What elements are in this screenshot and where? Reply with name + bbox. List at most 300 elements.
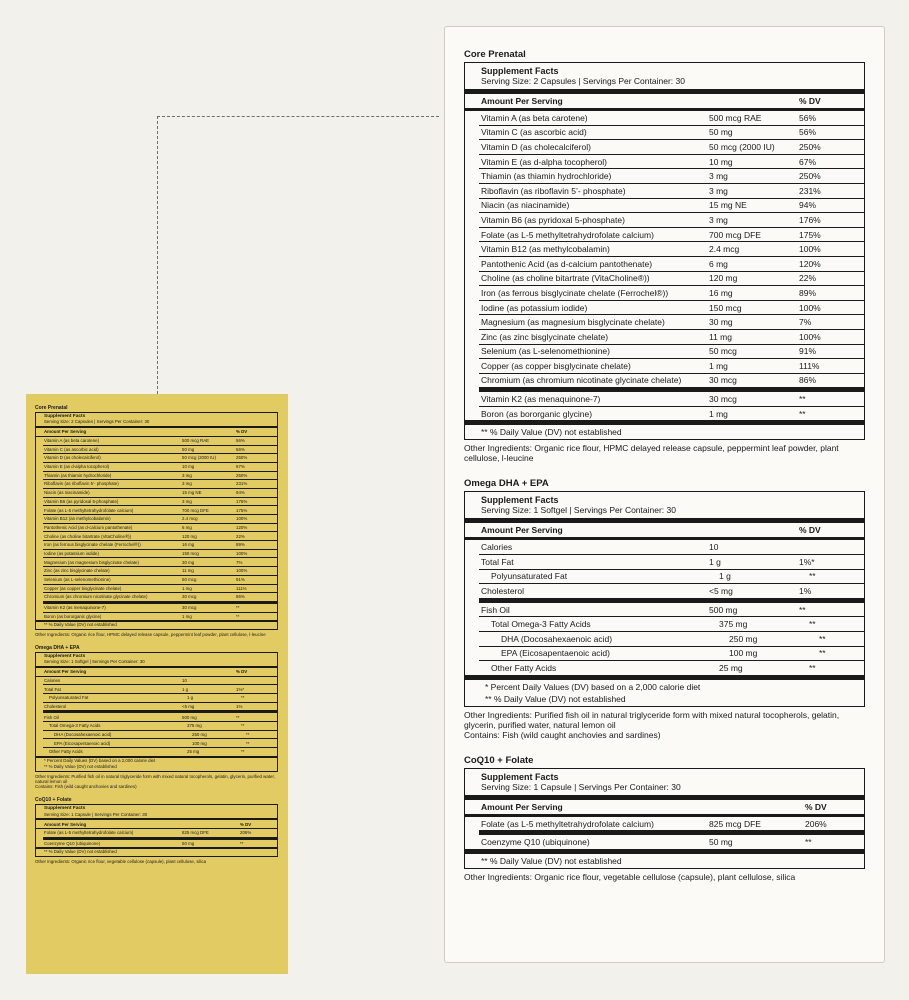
nutrient-row <box>479 555 864 570</box>
nutrient-row <box>479 126 864 141</box>
nutrient-row <box>479 388 864 407</box>
nutrient-row <box>43 711 277 722</box>
nutrient-row <box>43 463 277 472</box>
supplement-facts-panel <box>464 768 865 869</box>
nutrient-row <box>479 257 864 272</box>
nutrient-row <box>43 613 277 621</box>
nutrient-name: Vitamin A (as beta carotene) <box>481 112 588 123</box>
nutrient-name: Fish Oil <box>481 604 510 615</box>
nutrient-row <box>479 315 864 330</box>
nutrient-name: Thiamin (as thiamin hydrochloride) <box>481 171 612 182</box>
nutrient-dv: 111% <box>799 360 820 371</box>
nutrient-rows <box>465 111 864 420</box>
nutrient-row <box>43 515 277 524</box>
nutrient-dv: 250% <box>799 141 821 152</box>
panel-footnotes <box>36 847 277 855</box>
nutrient-dv: ** <box>246 740 250 746</box>
section-title: Core Prenatal <box>464 49 526 60</box>
table-header <box>465 89 864 111</box>
nutrient-dv: 250% <box>236 455 248 461</box>
nutrient-dv: ** <box>799 408 806 419</box>
panel-title: Supplement Facts <box>481 771 559 782</box>
nutrient-row <box>479 584 864 599</box>
nutrient-dv: 89% <box>236 542 245 548</box>
nutrient-dv: ** <box>809 663 816 674</box>
nutrient-dv: 56% <box>799 112 817 123</box>
nutrient-dv: 176% <box>236 498 248 504</box>
nutrient-row <box>479 345 864 360</box>
footnote: ** % Daily Value (DV) not established <box>481 427 622 438</box>
nutrient-name: Other Fatty Acids <box>491 663 557 674</box>
facts-section <box>464 755 865 882</box>
nutrient-row <box>43 498 277 507</box>
nutrient-dv: 7% <box>236 559 243 565</box>
supplement-facts-panel <box>464 491 865 706</box>
nutrient-amount: 100 mg <box>192 740 207 746</box>
supplement-facts-panel <box>35 652 278 772</box>
table-header <box>36 818 277 829</box>
allergen-contains: Contains: Fish (wild caught anchovies and sardines) <box>35 784 137 790</box>
nutrient-amount: 1 mg <box>709 408 728 419</box>
nutrient-dv: ** <box>236 613 240 619</box>
nutrient-name: Folate (as L-5 methyltetrahydrofolate calcium) <box>44 507 134 513</box>
header-amount-per-serving: Amount Per Serving <box>481 801 563 812</box>
nutrient-name: Fish Oil <box>44 714 59 720</box>
nutrient-amount: 3 mg <box>182 472 192 478</box>
nutrient-amount: 700 mcg DFE <box>709 229 761 240</box>
nutrient-amount: 10 mg <box>182 464 195 470</box>
nutrient-dv: 56% <box>799 127 817 138</box>
nutrient-row <box>479 199 864 214</box>
panel-header <box>465 63 864 89</box>
nutrient-amount: 3 mg <box>709 214 728 225</box>
nutrient-row <box>43 472 277 481</box>
nutrient-row <box>43 838 277 848</box>
nutrient-dv: 175% <box>799 229 821 240</box>
nutrient-row <box>479 272 864 287</box>
nutrient-dv: ** <box>799 604 806 615</box>
nutrient-row <box>43 829 277 838</box>
nutrient-row <box>479 301 864 316</box>
nutrient-dv: 231% <box>799 185 821 196</box>
nutrient-rows <box>36 437 277 620</box>
nutrient-row <box>43 541 277 550</box>
nutrient-row <box>43 480 277 489</box>
header-amount-per-serving: Amount Per Serving <box>481 96 563 106</box>
section-title: Omega DHA + EPA <box>35 644 80 651</box>
nutrient-row <box>43 602 277 613</box>
nutrient-name: Vitamin K2 (as menaquinone-7) <box>481 394 601 405</box>
nutrient-dv: 100% <box>236 550 248 556</box>
nutrient-name: Riboflavin (as riboflavin 5’- phosphate) <box>44 481 119 487</box>
nutrient-name: Total Omega-3 Fatty Acids <box>49 723 101 729</box>
serving-info: Serving Size: 1 Capsule | Servings Per Container: 30 <box>481 781 681 792</box>
nutrient-name: Coenzyme Q10 (ubiquinone) <box>481 837 590 848</box>
nutrient-name: Folate (as L-5 methyltetrahydrofolate calcium) <box>481 229 654 240</box>
nutrient-row <box>43 576 277 585</box>
facts-section <box>35 797 278 864</box>
panel-title: Supplement Facts <box>481 66 559 76</box>
nutrient-name: Magnesium (as magnesium bisglycinate chelate) <box>481 317 665 328</box>
nutrient-name: Vitamin B6 (as pyridoxal 5-phosphate) <box>44 498 119 504</box>
panel-title: Supplement Facts <box>481 495 559 506</box>
allergen-contains: Contains: Fish (wild caught anchovies and sardines) <box>464 729 661 740</box>
nutrient-amount: 1 mg <box>182 585 192 591</box>
nutrient-dv: 206% <box>805 818 827 829</box>
nutrient-amount: 6 mg <box>709 258 728 269</box>
nutrient-row <box>479 407 864 421</box>
nutrient-name: Vitamin D (as cholecalciferol) <box>44 455 101 461</box>
nutrient-amount: 250 mg <box>192 732 207 738</box>
nutrient-row <box>43 532 277 541</box>
section-title: CoQ10 + Folate <box>464 754 534 766</box>
nutrient-amount: 1 g <box>719 571 731 582</box>
nutrient-row <box>43 731 277 740</box>
header-amount-per-serving: Amount Per Serving <box>44 821 87 827</box>
nutrient-amount: 50 mg <box>709 837 733 848</box>
nutrient-dv: 100% <box>799 302 821 313</box>
nutrient-name: Niacin (as niacinamide) <box>44 490 90 496</box>
nutrient-dv: ** <box>246 732 250 738</box>
section-title: Core Prenatal <box>35 405 68 411</box>
nutrient-dv: 176% <box>799 214 821 225</box>
nutrient-row <box>479 570 864 585</box>
nutrient-amount: 30 mcg <box>709 394 737 405</box>
nutrient-name: Calories <box>44 677 61 683</box>
nutrient-amount: 2.4 mcg <box>709 244 740 255</box>
nutrient-amount: 50 mg <box>709 127 733 138</box>
section-title: Omega DHA + EPA <box>464 478 549 490</box>
nutrient-amount: 30 mg <box>182 559 195 565</box>
nutrient-dv: 250% <box>236 472 248 478</box>
nutrient-row <box>43 722 277 731</box>
nutrient-amount: 375 mg <box>719 619 748 630</box>
header-dv: % DV <box>236 669 248 675</box>
nutrient-amount: 11 mg <box>709 331 732 342</box>
facts-section <box>35 405 278 637</box>
nutrient-dv: ** <box>809 571 816 582</box>
nutrient-name: Vitamin B12 (as methylcobalamin) <box>481 244 610 255</box>
panel-footnotes <box>36 620 277 628</box>
nutrient-amount: 825 mcg DFE <box>709 818 761 829</box>
nutrient-name: Total Omega-3 Fatty Acids <box>491 619 591 630</box>
nutrient-amount: 30 mg <box>709 317 733 328</box>
nutrient-amount: 825 mcg DFE <box>182 830 209 836</box>
nutrient-name: Coenzyme Q10 (ubiquinone) <box>44 841 101 847</box>
footnote: ** % Daily Value (DV) not established <box>44 764 117 770</box>
nutrient-amount: 1 g <box>709 556 721 567</box>
facts-section <box>464 49 865 463</box>
nutrient-dv: 231% <box>236 481 248 487</box>
nutrient-row <box>479 540 864 555</box>
nutrient-row <box>479 286 864 301</box>
nutrient-name: Vitamin B12 (as methylcobalamin) <box>44 516 111 522</box>
nutrient-dv: ** <box>241 749 245 755</box>
nutrient-amount: 16 mg <box>709 287 733 298</box>
panel-footnotes <box>36 756 277 771</box>
table-header <box>36 426 277 437</box>
nutrient-row <box>479 184 864 199</box>
table-header <box>465 795 864 817</box>
nutrient-name: Polyunsaturated Fat <box>49 695 89 701</box>
nutrient-name: Vitamin E (as d-alpha tocopherol) <box>44 464 110 470</box>
other-ingredients <box>464 872 865 882</box>
nutrient-dv: 86% <box>236 594 245 600</box>
thumbnail-label-sheet[interactable] <box>26 394 288 974</box>
nutrient-amount: 1 g <box>187 695 194 701</box>
footnote: ** % Daily Value (DV) not established <box>44 622 117 628</box>
nutrient-row <box>479 599 864 618</box>
nutrient-row <box>479 374 864 389</box>
nutrient-dv: ** <box>819 648 826 659</box>
nutrient-row <box>479 169 864 184</box>
nutrient-row <box>479 213 864 228</box>
nutrient-row <box>43 694 277 703</box>
nutrient-dv: 56% <box>236 446 245 452</box>
nutrient-name: Vitamin C (as ascorbic acid) <box>44 446 99 452</box>
nutrient-amount: 10 <box>709 542 719 553</box>
nutrient-row <box>479 632 864 647</box>
nutrient-dv: 22% <box>799 273 817 284</box>
nutrient-rows <box>36 677 277 756</box>
serving-info: Serving Size: 2 Capsules | Servings Per Container: 30 <box>44 419 150 425</box>
panel-footnotes <box>465 675 864 706</box>
header-amount-per-serving: Amount Per Serving <box>44 669 87 675</box>
nutrient-dv: 94% <box>236 490 245 496</box>
nutrient-dv: ** <box>241 723 245 729</box>
nutrient-amount: 500 mcg RAE <box>709 112 762 123</box>
nutrient-dv: ** <box>236 714 240 720</box>
nutrient-row <box>479 242 864 257</box>
nutrient-row <box>479 228 864 243</box>
nutrient-amount: 10 <box>182 677 187 683</box>
header-amount-per-serving: Amount Per Serving <box>481 525 563 536</box>
other-ingredients <box>35 859 278 864</box>
nutrient-name: DHA (Docosahexaenoic acid) <box>54 732 112 738</box>
nutrient-amount: 500 mg <box>709 604 738 615</box>
nutrient-name: Selenium (as L-selenomethionine) <box>481 346 610 357</box>
panel-header <box>36 413 277 426</box>
header-amount-per-serving: Amount Per Serving <box>44 429 87 435</box>
table-header <box>465 518 864 540</box>
nutrient-dv: 175% <box>236 507 248 513</box>
nutrient-amount: 3 mg <box>709 171 728 182</box>
panel-header <box>465 492 864 518</box>
nutrient-name: Boron (as bororganic glycine) <box>481 408 593 419</box>
nutrient-amount: 50 mcg (2000 IU) <box>709 141 775 152</box>
nutrient-name: Chromium (as chromium nicotinate glycinate chelate) <box>44 594 148 600</box>
nutrient-rows <box>465 540 864 674</box>
nutrient-name: Iodine (as potassium iodide) <box>44 550 99 556</box>
nutrient-dv: 250% <box>799 171 821 182</box>
nutrient-row <box>43 446 277 455</box>
panel-title: Supplement Facts <box>44 653 86 659</box>
footnote: * Percent Daily Values (DV) based on a 2,000 calorie diet <box>44 757 156 763</box>
nutrient-amount: 25 mg <box>719 663 743 674</box>
supplement-facts-panel <box>35 804 278 857</box>
other-ingredients <box>464 710 865 740</box>
ingredients-text: Other Ingredients: Organic rice flour, HPMC delayed release capsule, peppermint leaf powder, plant cellulose, l-leucine <box>464 443 839 464</box>
nutrient-name: Vitamin A (as beta carotene) <box>44 438 100 444</box>
nutrient-dv: 1% <box>799 586 812 597</box>
zoomed-label-sheet <box>444 26 885 963</box>
nutrient-name: Choline (as choline bitartrate (VitaCholine®)) <box>481 273 650 284</box>
nutrient-dv: 100% <box>799 244 821 255</box>
nutrient-row <box>43 506 277 515</box>
nutrient-row <box>479 661 864 675</box>
facts-section <box>35 645 278 789</box>
nutrient-amount: 3 mg <box>182 498 192 504</box>
nutrient-dv: 89% <box>799 287 817 298</box>
nutrient-name: Iron (as ferrous bisglycinate chelate (Ferrochel®)) <box>44 542 141 548</box>
nutrient-row <box>479 359 864 374</box>
nutrient-name: Vitamin K2 (as menaquinone-7) <box>44 605 106 611</box>
nutrient-dv: 120% <box>236 524 248 530</box>
nutrient-rows <box>465 817 864 849</box>
nutrient-amount: <5 mg <box>182 703 195 709</box>
header-dv: % DV <box>805 801 827 812</box>
panel-header <box>465 769 864 795</box>
nutrient-dv: 120% <box>799 258 821 269</box>
nutrient-name: EPA (Eicosapentaenoic acid) <box>501 648 610 659</box>
panel-title: Supplement Facts <box>44 806 86 812</box>
nutrient-name: Riboflavin (as riboflavin 5’- phosphate) <box>481 185 626 196</box>
nutrient-name: Iodine (as potassium iodide) <box>481 302 588 313</box>
ingredients-text: Other Ingredients: Purified fish oil in natural triglyceride form with mixed natural tocopherols, gelatin, glycerin, purified water, natural lemon oil <box>464 709 840 730</box>
facts-section <box>464 478 865 739</box>
nutrient-row <box>479 155 864 170</box>
nutrient-dv: 67% <box>236 464 245 470</box>
nutrient-row <box>43 703 277 712</box>
nutrient-row <box>43 677 277 686</box>
ingredients-text: Other Ingredients: Organic rice flour, vegetable cellulose (capsule), plant cellulose, silica <box>35 858 207 864</box>
nutrient-name: Cholesterol <box>481 586 524 597</box>
supplement-facts-panel <box>464 62 865 440</box>
nutrient-dv: ** <box>236 605 240 611</box>
nutrient-name: Magnesium (as magnesium bisglycinate chelate) <box>44 559 139 565</box>
nutrient-dv: 86% <box>799 375 817 386</box>
nutrient-dv: ** <box>805 837 812 848</box>
nutrient-dv: ** <box>809 619 816 630</box>
nutrient-dv: 1%* <box>799 556 815 567</box>
nutrient-amount: 25 mg <box>187 749 200 755</box>
header-dv: % DV <box>799 525 821 536</box>
panel-header <box>36 805 277 818</box>
nutrient-dv: 91% <box>236 577 245 583</box>
header-dv: % DV <box>236 429 248 435</box>
nutrient-row <box>479 330 864 345</box>
table-header <box>36 666 277 677</box>
nutrient-dv: 206% <box>240 830 252 836</box>
nutrient-row <box>43 558 277 567</box>
nutrient-dv: 56% <box>236 438 245 444</box>
nutrient-row <box>479 111 864 126</box>
section-title: CoQ10 + Folate <box>35 797 72 804</box>
nutrient-name: Boron (as bororganic glycine) <box>44 613 102 619</box>
nutrient-name: Total Fat <box>44 686 61 692</box>
other-ingredients <box>464 443 865 463</box>
nutrient-name: Zinc (as zinc bisglycinate chelate) <box>481 331 609 342</box>
nutrient-row <box>43 454 277 463</box>
nutrient-dv: 67% <box>799 156 817 167</box>
nutrient-row <box>43 748 277 756</box>
nutrient-name: EPA (Eicosapentaenoic acid) <box>54 740 111 746</box>
header-dv: % DV <box>799 96 821 106</box>
nutrient-amount: 1 mg <box>709 360 728 371</box>
nutrient-name: Chromium (as chromium nicotinate glycinate chelate) <box>481 375 682 386</box>
nutrient-name: Calories <box>481 542 513 553</box>
footnote: ** % Daily Value (DV) not established <box>44 849 117 855</box>
nutrient-dv: 91% <box>799 346 817 357</box>
nutrient-name: Niacin (as niacinamide) <box>481 200 570 211</box>
nutrient-dv: 1%* <box>236 686 245 692</box>
nutrient-row <box>479 140 864 155</box>
nutrient-amount: 500 mg <box>182 714 197 720</box>
nutrient-amount: 16 mg <box>182 542 195 548</box>
nutrient-name: Other Fatty Acids <box>49 749 83 755</box>
nutrient-amount: 30 mcg <box>182 605 197 611</box>
nutrient-name: Vitamin B6 (as pyridoxal 5-phosphate) <box>481 214 625 225</box>
nutrient-amount: 30 mcg <box>182 594 197 600</box>
nutrient-row <box>479 831 864 849</box>
nutrient-row <box>43 585 277 594</box>
nutrient-amount: 1 mg <box>182 613 192 619</box>
nutrient-dv: ** <box>819 633 826 644</box>
nutrient-name: Polyunsaturated Fat <box>491 571 568 582</box>
nutrient-dv: 100% <box>799 331 821 342</box>
nutrient-amount: 375 mg <box>187 723 202 729</box>
nutrient-amount: 120 mg <box>182 533 197 539</box>
nutrient-amount: 150 mcg <box>709 302 742 313</box>
panel-header <box>36 653 277 666</box>
nutrient-amount: 15 mg NE <box>182 490 202 496</box>
nutrient-row <box>479 647 864 662</box>
nutrient-row <box>43 550 277 559</box>
nutrient-row <box>43 524 277 533</box>
nutrient-name: Thiamin (as thiamin hydrochloride) <box>44 472 112 478</box>
nutrient-amount: 50 mg <box>182 446 195 452</box>
nutrient-amount: 250 mg <box>729 633 758 644</box>
nutrient-dv: 94% <box>799 200 817 211</box>
nutrient-dv: 111% <box>236 585 247 591</box>
footnote: * Percent Daily Values (DV) based on a 2,000 calorie diet <box>485 681 701 692</box>
nutrient-amount: 500 mcg RAE <box>182 438 210 444</box>
panel-footnotes <box>465 849 864 868</box>
ingredients-text: Other Ingredients: Organic rice flour, vegetable cellulose (capsule), plant cellulose, silica <box>464 872 796 882</box>
nutrient-name: DHA (Docosahexaenoic acid) <box>501 633 613 644</box>
panel-footnotes <box>465 420 864 439</box>
nutrient-name: Vitamin D (as cholecalciferol) <box>481 141 591 152</box>
nutrient-dv: ** <box>241 695 245 701</box>
nutrient-dv: 100% <box>236 516 248 522</box>
zoom-connector-line <box>157 116 439 394</box>
nutrient-row <box>43 489 277 498</box>
nutrient-name: Choline (as choline bitartrate (VitaCholine®)) <box>44 533 132 539</box>
nutrient-amount: 10 mg <box>709 156 733 167</box>
nutrient-amount: 30 mcg <box>709 375 737 386</box>
nutrient-row <box>43 437 277 446</box>
nutrient-row <box>43 739 277 748</box>
nutrient-name: Copper (as copper bisglycinate chelate) <box>44 585 122 591</box>
ingredients-text: Other Ingredients: Purified fish oil in natural triglyceride form with mixed natural tocopherols, gelatin, glycerin, purified water, natural lemon oil <box>35 773 275 784</box>
nutrient-name: Total Fat <box>481 556 514 567</box>
nutrient-amount: 50 mcg (2000 IU) <box>182 455 216 461</box>
nutrient-name: Cholesterol <box>44 703 67 709</box>
nutrient-name: Folate (as L-5 methyltetrahydrofolate calcium) <box>481 818 654 829</box>
nutrient-row <box>43 685 277 694</box>
nutrient-amount: 120 mg <box>709 273 738 284</box>
nutrient-amount: 1 g <box>182 686 189 692</box>
